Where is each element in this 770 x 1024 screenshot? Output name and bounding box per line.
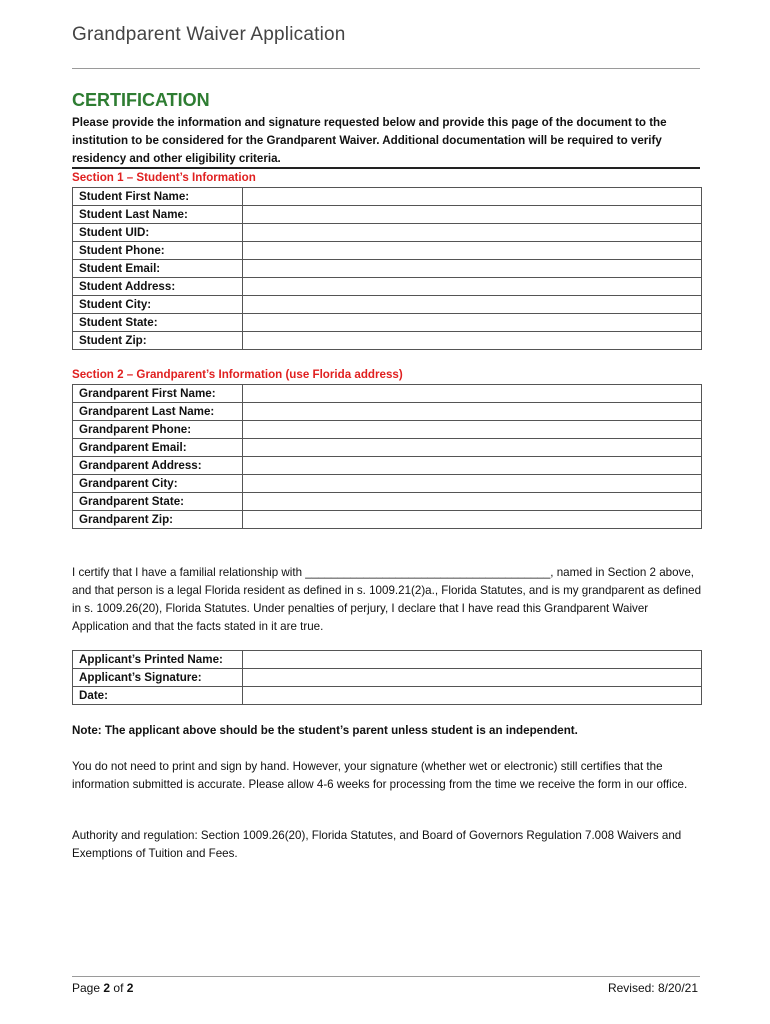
table-row [73, 296, 702, 314]
table-row [73, 439, 702, 457]
field-label: Student Zip: [73, 332, 243, 350]
field-label: Grandparent State: [73, 493, 243, 511]
section-divider [72, 167, 700, 169]
page-current: 2 [103, 981, 111, 995]
table-row [73, 206, 702, 224]
field-label: Student UID: [73, 224, 243, 242]
footer-divider [72, 976, 700, 977]
grandparent-address-field[interactable] [243, 457, 702, 475]
date-field[interactable] [243, 687, 702, 705]
table-row [73, 687, 702, 705]
field-label: Grandparent Address: [73, 457, 243, 475]
student-phone-field[interactable] [243, 242, 702, 260]
field-label: Grandparent Last Name: [73, 403, 243, 421]
applicant-note: Note: The applicant above should be the student’s parent unless student is an independent. [72, 724, 578, 737]
field-label: Grandparent City: [73, 475, 243, 493]
field-label: Applicant’s Printed Name: [73, 651, 243, 669]
table-row [73, 224, 702, 242]
page-number [72, 981, 133, 995]
certification-intro: Please provide the information and signature requested below and provide this page of the document to the institution to be considered for the Grandparent Waiver. Additional documentation will be required to verify residency and other eligibility criteria. [72, 116, 667, 165]
grandparent-first-name-field[interactable] [243, 385, 702, 403]
field-label: Grandparent Email: [73, 439, 243, 457]
student-address-field[interactable] [243, 278, 702, 296]
section-2-label: Section 2 – Grandparent’s Information (use Florida address) [72, 368, 403, 381]
grandparent-zip-field[interactable] [243, 511, 702, 529]
header-divider [72, 68, 700, 69]
table-row [73, 475, 702, 493]
table-row [73, 385, 702, 403]
table-row [73, 260, 702, 278]
applicant-printed-name-field[interactable] [243, 651, 702, 669]
field-label: Grandparent First Name: [73, 385, 243, 403]
student-email-field[interactable] [243, 260, 702, 278]
grandparent-phone-field[interactable] [243, 421, 702, 439]
student-last-name-field[interactable] [243, 206, 702, 224]
field-label: Student First Name: [73, 188, 243, 206]
table-row [73, 332, 702, 350]
student-city-field[interactable] [243, 296, 702, 314]
authority-text: Authority and regulation: Section 1009.26(20), Florida Statutes, and Board of Governors Regulation 7.008 Waivers and Exemptions of Tuition and Fees. [72, 829, 682, 860]
certification-heading: CERTIFICATION [72, 90, 210, 110]
document-title: Grandparent Waiver Application [72, 24, 346, 45]
applicant-signature-field[interactable] [243, 669, 702, 687]
table-row [73, 421, 702, 439]
table-row [73, 511, 702, 529]
certify-statement: I certify that I have a familial relationship with ______________________________________, named in Section 2 above, and that person is a legal Florida resident as defined in s. 1009.21(2)a., Florida Statutes, and is my grandparent as defined in s. 1009.26(20), Florida Statutes. Under penalties of perjury, I declare that I have read this Grandparent Waiver Application and that the facts stated in it are true. [72, 566, 702, 633]
table-row [73, 651, 702, 669]
table-row [73, 242, 702, 260]
field-label: Grandparent Phone: [73, 421, 243, 439]
applicant-table [72, 650, 702, 705]
field-label: Student Last Name: [73, 206, 243, 224]
table-row [73, 278, 702, 296]
table-row [73, 493, 702, 511]
page-of: of [113, 981, 124, 995]
revised-date: Revised: 8/20/21 [607, 981, 698, 995]
table-row [73, 188, 702, 206]
field-label: Student Address: [73, 278, 243, 296]
grandparent-info-table [72, 384, 702, 529]
student-uid-field[interactable] [243, 224, 702, 242]
section-1-label: Section 1 – Student’s Information [72, 171, 256, 184]
field-label: Applicant’s Signature: [73, 669, 243, 687]
student-zip-field[interactable] [243, 332, 702, 350]
grandparent-state-field[interactable] [243, 493, 702, 511]
page-total: 2 [126, 981, 134, 995]
field-label: Student Phone: [73, 242, 243, 260]
table-row [73, 457, 702, 475]
grandparent-last-name-field[interactable] [243, 403, 702, 421]
field-label: Student City: [73, 296, 243, 314]
table-row [73, 669, 702, 687]
table-row [73, 403, 702, 421]
field-label: Grandparent Zip: [73, 511, 243, 529]
signature-info: You do not need to print and sign by hand. However, your signature (whether wet or electronic) still certifies that the information submitted is accurate. Please allow 4-6 weeks for processing from the time we receive the form in our office. [72, 760, 688, 791]
grandparent-email-field[interactable] [243, 439, 702, 457]
grandparent-city-field[interactable] [243, 475, 702, 493]
field-label: Date: [73, 687, 243, 705]
table-row [73, 314, 702, 332]
field-label: Student State: [73, 314, 243, 332]
page-prefix: Page [72, 981, 101, 995]
field-label: Student Email: [73, 260, 243, 278]
student-first-name-field[interactable] [243, 188, 702, 206]
student-state-field[interactable] [243, 314, 702, 332]
student-info-table [72, 187, 702, 350]
